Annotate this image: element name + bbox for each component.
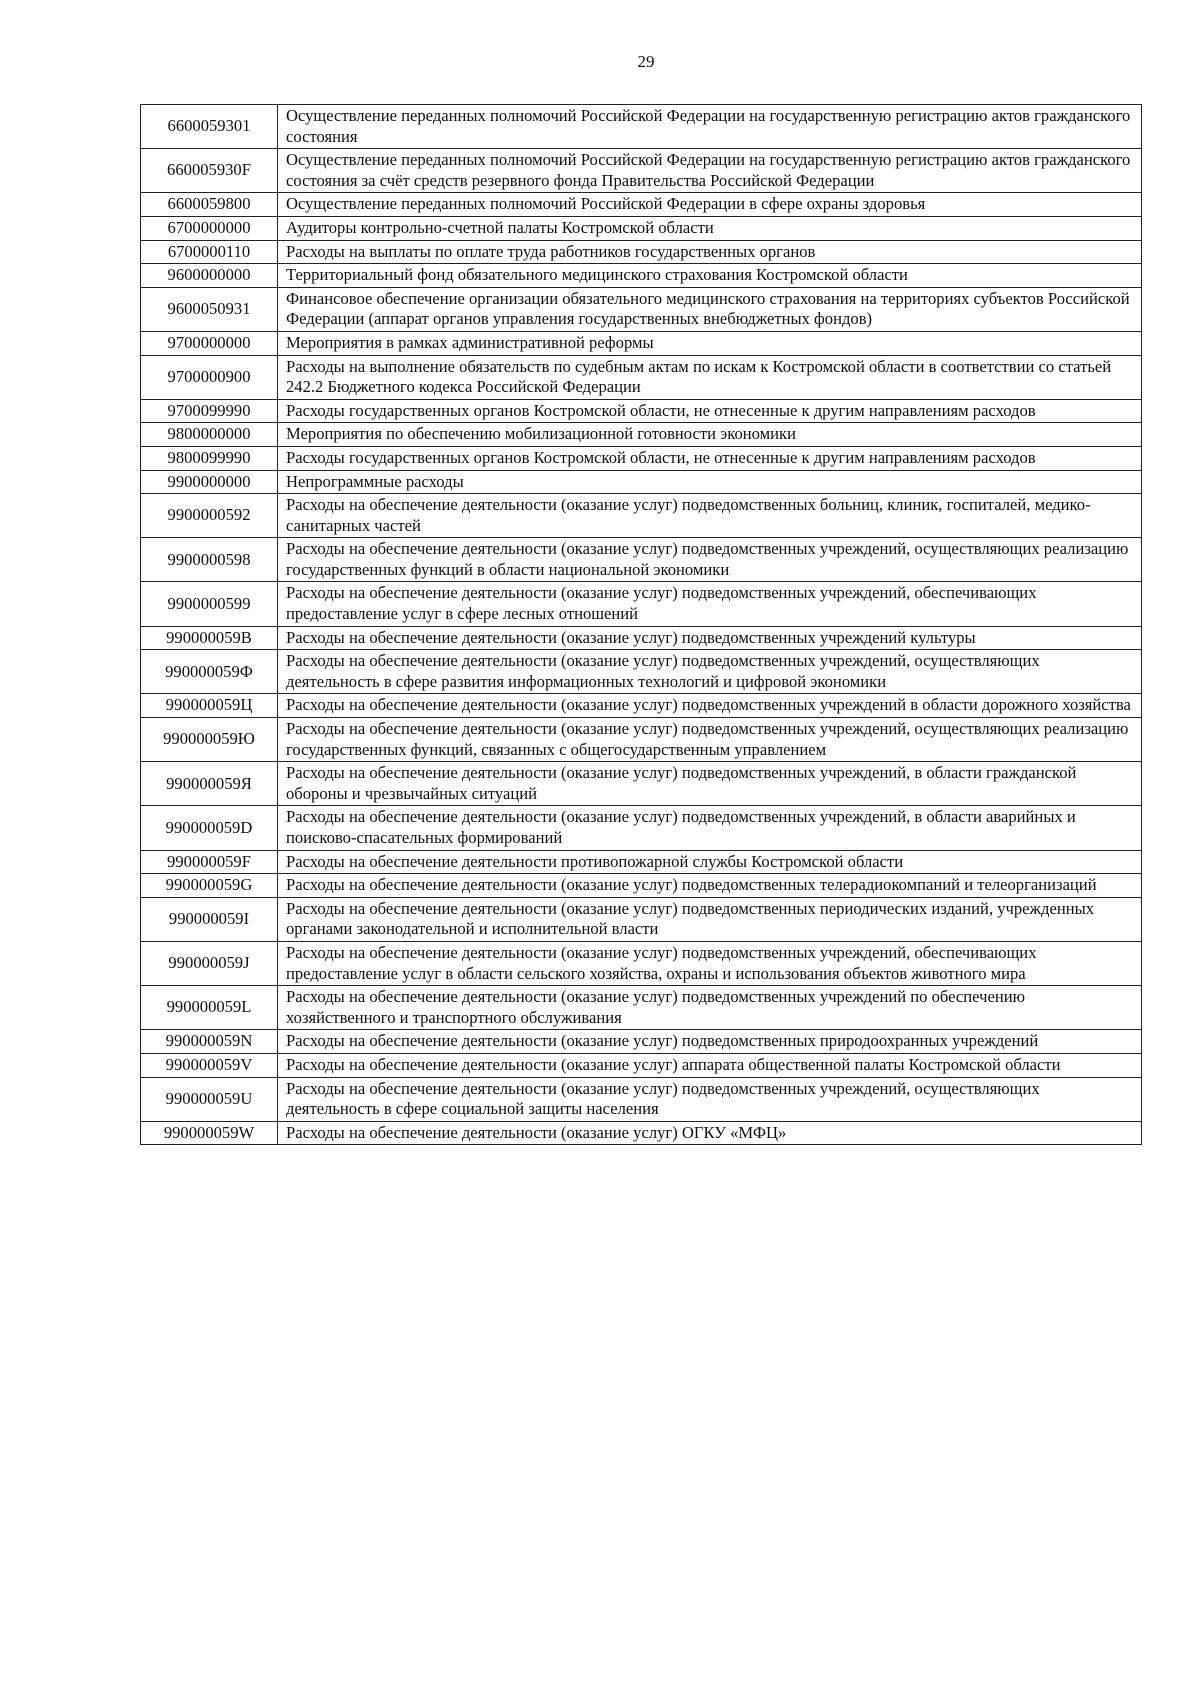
expense-description-cell: Расходы на обеспечение деятельности (оказание услуг) подведомственных учреждений, осуществляющих реализацию государственных функций, связанных с общегосударственным управлением — [278, 718, 1142, 762]
budget-code-cell: 9600000000 — [141, 264, 278, 288]
budget-code-cell: 990000059J — [141, 941, 278, 985]
expense-description-cell: Расходы на обеспечение деятельности (оказание услуг) подведомственных периодических изданий, учрежденных органами законодательной и исполнительной власти — [278, 897, 1142, 941]
table-row — [141, 193, 1142, 217]
budget-code-cell: 6700000000 — [141, 216, 278, 240]
budget-code-cell: 9900000592 — [141, 494, 278, 538]
expense-description-cell: Осуществление переданных полномочий Российской Федерации в сфере охраны здоровья — [278, 193, 1142, 217]
expense-description-cell: Осуществление переданных полномочий Российской Федерации на государственную регистрацию актов гражданского состояния за счёт средств резервного фонда Правительства Российской Федерации — [278, 149, 1142, 193]
expense-description-cell: Мероприятия по обеспечению мобилизационной готовности экономики — [278, 423, 1142, 447]
budget-code-cell: 990000059Я — [141, 762, 278, 806]
expense-description-cell: Осуществление переданных полномочий Российской Федерации на государственную регистрацию актов гражданского состояния — [278, 105, 1142, 149]
budget-code-cell: 9600050931 — [141, 287, 278, 331]
table-row — [141, 650, 1142, 694]
expense-description-cell: Расходы на обеспечение деятельности (оказание услуг) ОГКУ «МФЦ» — [278, 1121, 1142, 1145]
table-row — [141, 874, 1142, 898]
expense-description-cell: Финансовое обеспечение организации обязательного медицинского страхования на территориях субъектов Российской Федерации (аппарат органов управления государственных внебюджетных фондов) — [278, 287, 1142, 331]
expense-description-cell: Расходы государственных органов Костромской области, не отнесенные к другим направлениям расходов — [278, 399, 1142, 423]
table-row — [141, 986, 1142, 1030]
budget-code-cell: 990000059Ц — [141, 694, 278, 718]
table-row — [141, 762, 1142, 806]
table-row — [141, 287, 1142, 331]
table-row — [141, 399, 1142, 423]
budget-code-cell: 6600059800 — [141, 193, 278, 217]
table-row — [141, 941, 1142, 985]
expense-description-cell: Расходы государственных органов Костромской области, не отнесенные к другим направлениям расходов — [278, 446, 1142, 470]
table-body — [141, 105, 1142, 1145]
table-row — [141, 264, 1142, 288]
table-row — [141, 1053, 1142, 1077]
budget-code-cell: 990000059V — [141, 1053, 278, 1077]
table-row — [141, 850, 1142, 874]
table-row — [141, 897, 1142, 941]
expense-description-cell: Расходы на обеспечение деятельности (оказание услуг) подведомственных учреждений культуры — [278, 626, 1142, 650]
budget-code-cell: 9700099990 — [141, 399, 278, 423]
expense-description-cell: Аудиторы контрольно-счетной палаты Костромской области — [278, 216, 1142, 240]
table-row — [141, 331, 1142, 355]
table-row — [141, 149, 1142, 193]
expense-description-cell: Расходы на выплаты по оплате труда работников государственных органов — [278, 240, 1142, 264]
budget-code-cell: 990000059F — [141, 850, 278, 874]
table-row — [141, 1077, 1142, 1121]
budget-code-cell: 990000059Ю — [141, 718, 278, 762]
budget-code-cell: 990000059L — [141, 986, 278, 1030]
expense-description-cell: Расходы на обеспечение деятельности (оказание услуг) подведомственных учреждений, осуществляющих деятельность в сфере социальной защиты населения — [278, 1077, 1142, 1121]
budget-code-cell: 9800099990 — [141, 446, 278, 470]
expense-description-cell: Расходы на обеспечение деятельности (оказание услуг) подведомственных учреждений, обеспечивающих предоставление услуг в области сельского хозяйства, охраны и использования объектов животного мира — [278, 941, 1142, 985]
budget-codes-table — [140, 104, 1142, 1145]
expense-description-cell: Расходы на обеспечение деятельности (оказание услуг) подведомственных учреждений, в области аварийных и поисково-спасательных формирований — [278, 806, 1142, 850]
table-row — [141, 538, 1142, 582]
budget-code-cell: 660005930F — [141, 149, 278, 193]
table-row — [141, 694, 1142, 718]
expense-description-cell: Мероприятия в рамках административной реформы — [278, 331, 1142, 355]
table-row — [141, 240, 1142, 264]
budget-code-cell: 9900000598 — [141, 538, 278, 582]
budget-code-cell: 9700000900 — [141, 355, 278, 399]
table-row — [141, 216, 1142, 240]
expense-description-cell: Расходы на обеспечение деятельности (оказание услуг) подведомственных учреждений в области дорожного хозяйства — [278, 694, 1142, 718]
expense-description-cell: Территориальный фонд обязательного медицинского страхования Костромской области — [278, 264, 1142, 288]
budget-code-cell: 990000059В — [141, 626, 278, 650]
expense-description-cell: Расходы на обеспечение деятельности (оказание услуг) подведомственных телерадиокомпаний и телеорганизаций — [278, 874, 1142, 898]
budget-code-cell: 6700000110 — [141, 240, 278, 264]
table-row — [141, 1121, 1142, 1145]
table-row — [141, 423, 1142, 447]
budget-code-cell: 9800000000 — [141, 423, 278, 447]
expense-description-cell: Расходы на обеспечение деятельности (оказание услуг) подведомственных учреждений, в области гражданской обороны и чрезвычайных ситуаций — [278, 762, 1142, 806]
table-row — [141, 470, 1142, 494]
budget-code-cell: 6600059301 — [141, 105, 278, 149]
page-number: 29 — [637, 52, 655, 71]
table-row — [141, 582, 1142, 626]
expense-description-cell: Расходы на обеспечение деятельности (оказание услуг) аппарата общественной палаты Костромской области — [278, 1053, 1142, 1077]
budget-code-cell: 990000059D — [141, 806, 278, 850]
expense-description-cell: Расходы на обеспечение деятельности (оказание услуг) подведомственных учреждений, осуществляющих реализацию государственных функций в области национальной экономики — [278, 538, 1142, 582]
budget-code-cell: 990000059I — [141, 897, 278, 941]
budget-code-cell: 9700000000 — [141, 331, 278, 355]
table-row — [141, 626, 1142, 650]
budget-code-cell: 990000059U — [141, 1077, 278, 1121]
budget-code-cell: 990000059G — [141, 874, 278, 898]
budget-code-cell: 990000059Ф — [141, 650, 278, 694]
expense-description-cell: Расходы на выполнение обязательств по судебным актам по искам к Костромской области в соответствии со статьей 242.2 Бюджетного кодекса Российской Федерации — [278, 355, 1142, 399]
budget-codes-table-container — [140, 104, 1142, 1145]
expense-description-cell: Расходы на обеспечение деятельности (оказание услуг) подведомственных природоохранных учреждений — [278, 1030, 1142, 1054]
expense-description-cell: Расходы на обеспечение деятельности (оказание услуг) подведомственных учреждений, обеспечивающих предоставление услуг в сфере лесных отношений — [278, 582, 1142, 626]
table-row — [141, 718, 1142, 762]
budget-code-cell: 990000059N — [141, 1030, 278, 1054]
table-row — [141, 105, 1142, 149]
table-row — [141, 355, 1142, 399]
table-row — [141, 1030, 1142, 1054]
budget-code-cell: 9900000599 — [141, 582, 278, 626]
table-row — [141, 494, 1142, 538]
expense-description-cell: Расходы на обеспечение деятельности противопожарной службы Костромской области — [278, 850, 1142, 874]
budget-code-cell: 990000059W — [141, 1121, 278, 1145]
expense-description-cell: Расходы на обеспечение деятельности (оказание услуг) подведомственных учреждений, осуществляющих деятельность в сфере развития информационных технологий и цифровой экономики — [278, 650, 1142, 694]
budget-code-cell: 9900000000 — [141, 470, 278, 494]
expense-description-cell: Непрограммные расходы — [278, 470, 1142, 494]
expense-description-cell: Расходы на обеспечение деятельности (оказание услуг) подведомственных учреждений по обеспечению хозяйственного и транспортного обслуживания — [278, 986, 1142, 1030]
table-row — [141, 446, 1142, 470]
expense-description-cell: Расходы на обеспечение деятельности (оказание услуг) подведомственных больниц, клиник, госпиталей, медико-санитарных частей — [278, 494, 1142, 538]
table-row — [141, 806, 1142, 850]
